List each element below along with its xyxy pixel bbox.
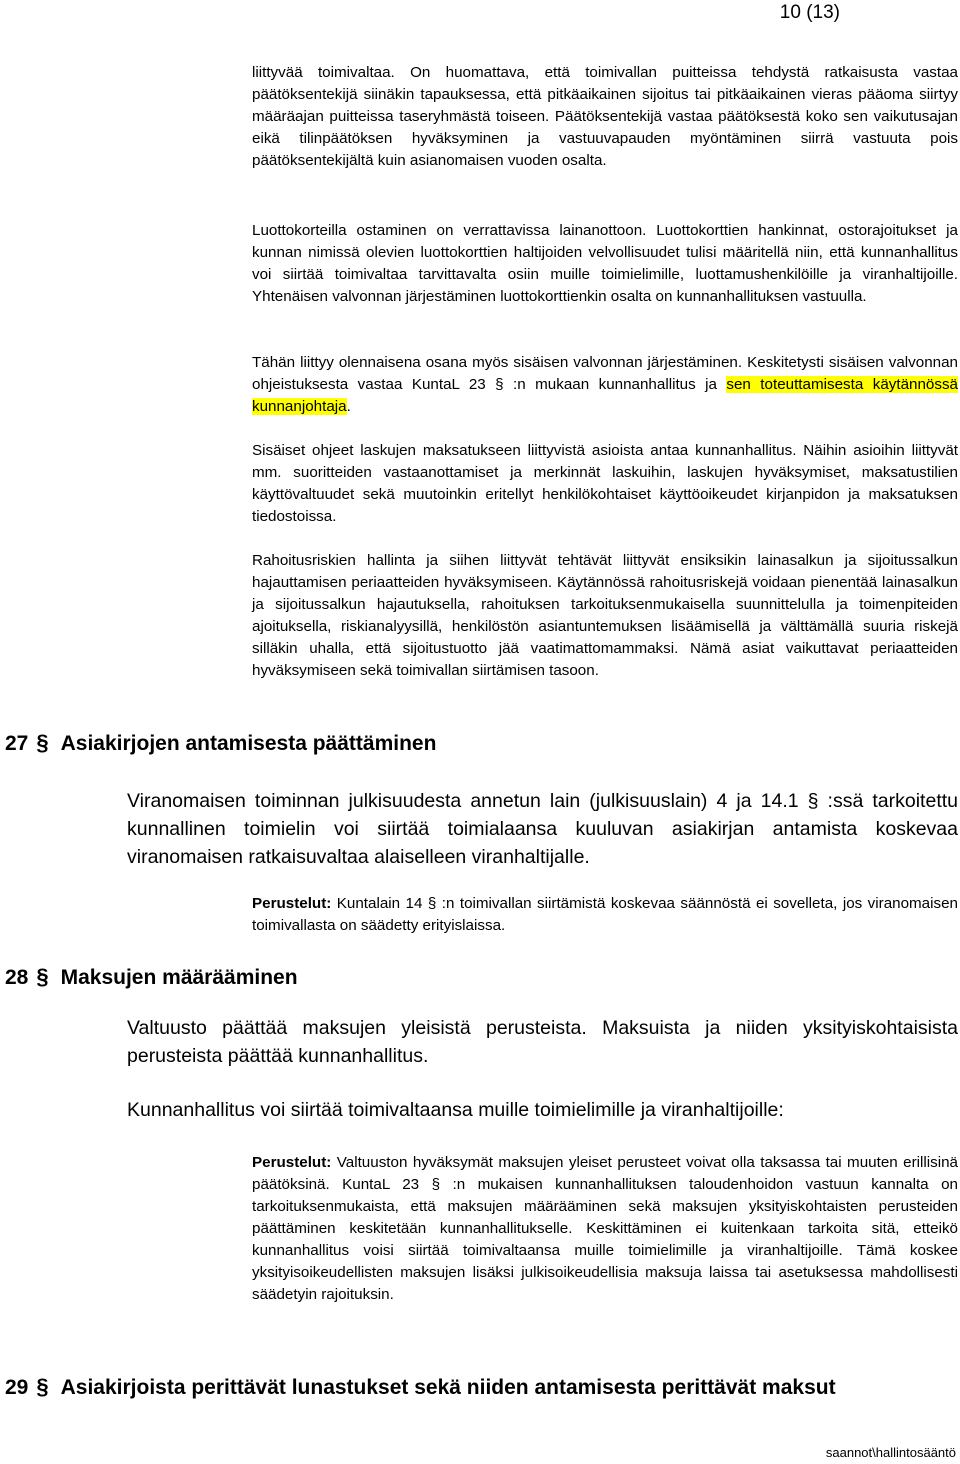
section-title: Asiakirjoista perittävät lunastukset sekä niiden antamisesta perittävät maksut <box>60 1376 836 1399</box>
section-title: Asiakirjojen antamisesta päättäminen <box>60 732 437 755</box>
perustelut-label: Perustelut: <box>252 1154 332 1171</box>
section-number: 28 <box>5 966 29 989</box>
paragraph-invoice-instructions: Sisäiset ohjeet laskujen maksatukseen liittyvistä asioista antaa kunnanhallitus. Näihin asioihin liittyvät mm. suoritteiden vastaanottamiset ja merkinnät laskuihin, laskujen hyväksymiset, maksatustilien käyttövaltuudet sekä muutoinkin eritellyt henkilökohtaiset käyttöoikeudet kirjanpidon ja maksatuksen tiedostoissa. <box>252 442 958 525</box>
section-27-perustelut: Perustelut: Kuntalain 14 § :n toimivallan siirtämistä koskevaa säännöstä ei sovelleta, jos viranomaisen toimivallasta on säädetty erityislaissa. <box>252 895 958 934</box>
section-27-heading <box>5 730 436 756</box>
page-number: 10 (13) <box>779 2 840 23</box>
section-28-perustelut: Perustelut: Valtuuston hyväksymät maksujen yleiset perusteet voivat olla taksassa tai muuten erillisinä päätöksinä. KuntaL 23 § :n mukaisen kunnanhallituksen taloudenhoidon vastuun kannalta on tarkoituksenmukaista, että maksujen määrääminen sekä maksujen yksityiskohtaisten perusteiden päättäminen keskitetään kunnanhallitukselle. Keskittäminen ei kuitenkaan tarkoita sitä, etteikö kunnanhallitus voisi siirtää toimivaltaansa muille toimielimille ja viranhaltijoille. Tämä koskee yksityisoikeudellisten maksujen lisäksi julkisoikeudellisia maksuja laissa tai asetuksessa mahdollisesti säädetyin rajoituksin. <box>252 1154 958 1303</box>
section-28-heading <box>5 964 298 990</box>
section-number: 27 <box>5 732 29 755</box>
section-29-heading <box>5 1374 836 1400</box>
internal-control-text: Tähän liittyy olennaisena osana myös sisäisen valvonnan järjestäminen. Keskitetysti sisäisen valvonnan ohjeistuksesta vastaa KuntaL 23 § :n mukaan kunnanhallitus ja <box>252 354 958 393</box>
footer-path: saannot\hallintosääntö <box>825 1445 956 1460</box>
paragraph-credit-cards: Luottokorteilla ostaminen on verrattavissa lainanottoon. Luottokorttien hankinnat, ostorajoitukset ja kunnan nimissä olevien luottokorttien haltijoiden velvollisuudet tulisi määritellä niin, että kunnanhallitus voi siirtää toimivaltaa tarvittavalta osiin muille toimielimille, luottamushenkilöille ja viranhaltijoille. Yhtenäisen valvonnan järjestäminen luottokorttienkin osalta on kunnanhallituksen vastuulla. <box>252 222 958 305</box>
section-sign: § <box>36 730 49 755</box>
section-sign: § <box>36 964 49 989</box>
paragraph-internal-control: Tähän liittyy olennaisena osana myös sisäisen valvonnan järjestäminen. Keskitetysti sisäisen valvonnan ohjeistuksesta vastaa KuntaL 23 § :n mukaan kunnanhallitus ja sen toteuttamisesta käytännössä kunnanjohtaja. <box>252 354 958 415</box>
paragraph-delegation-responsibility: liittyvää toimivaltaa. On huomattava, että toimivallan puitteissa tehdystä ratkaisusta vastaa päätöksentekijä siinäkin tapauksessa, että pitkäaikainen sijoitus tai pitkäaikainen vieras pääoma siirtyy määräajan puitteissa taseryhmästä toiseen. Päätöksentekijä vastaa päätöksestä koko sen vaikutusajan eikä tilinpäätöksen hyväksyminen ja vastuuvapauden myöntäminen siirrä vastuuta pois päätöksentekijältä kuin asianomaisen vuoden osalta. <box>252 64 958 169</box>
highlighted-text: sen toteuttamisesta käytännössä kunnanjohtaja <box>252 376 958 415</box>
section-28-body-1: Valtuusto päättää maksujen yleisistä perusteista. Maksuista ja niiden yksityiskohtaisista perusteista päättää kunnanhallitus. <box>127 1017 958 1067</box>
section-number: 29 <box>5 1376 29 1399</box>
section-sign: § <box>36 1374 49 1399</box>
perustelut-label: Perustelut: <box>252 895 332 912</box>
paragraph-financing-risks: Rahoitusriskien hallinta ja siihen liittyvät tehtävät liittyvät ensiksikin lainasalkun ja sijoitussalkun hajauttamisen periaatteiden hyväksymiseen. Käytännössä rahoitusriskejä voidaan pienentää lainasalkun ja sijoitussalkun hajautuksella, rahoituksen tarkoituksenmukaisella suunnittelulla ja toimenpiteiden ajoituksella, riskianalyysillä, henkilöstön asiantuntemuksen lisäämisellä ja välttämällä suuria riskejä silläkin uhalla, että sijoitustuotto jää vaatimattomammaksi. Nämä asiat vaikuttavat periaatteiden hyväksymiseen sekä toimivallan siirtämisen tasoon. <box>252 552 958 679</box>
section-title: Maksujen määrääminen <box>60 966 298 989</box>
section-28-body-2: Kunnanhallitus voi siirtää toimivaltaansa muille toimielimille ja viranhaltijoille: <box>127 1099 784 1121</box>
section-27-body: Viranomaisen toiminnan julkisuudesta annetun lain (julkisuuslain) 4 ja 14.1 § :ssä tarkoitettu kunnallinen toimielin voi siirtää toimialaansa kuuluvan asiakirjan antamista koskevaa viranomaisen ratkaisuvaltaa alaiselleen viranhaltijalle. <box>127 790 958 868</box>
